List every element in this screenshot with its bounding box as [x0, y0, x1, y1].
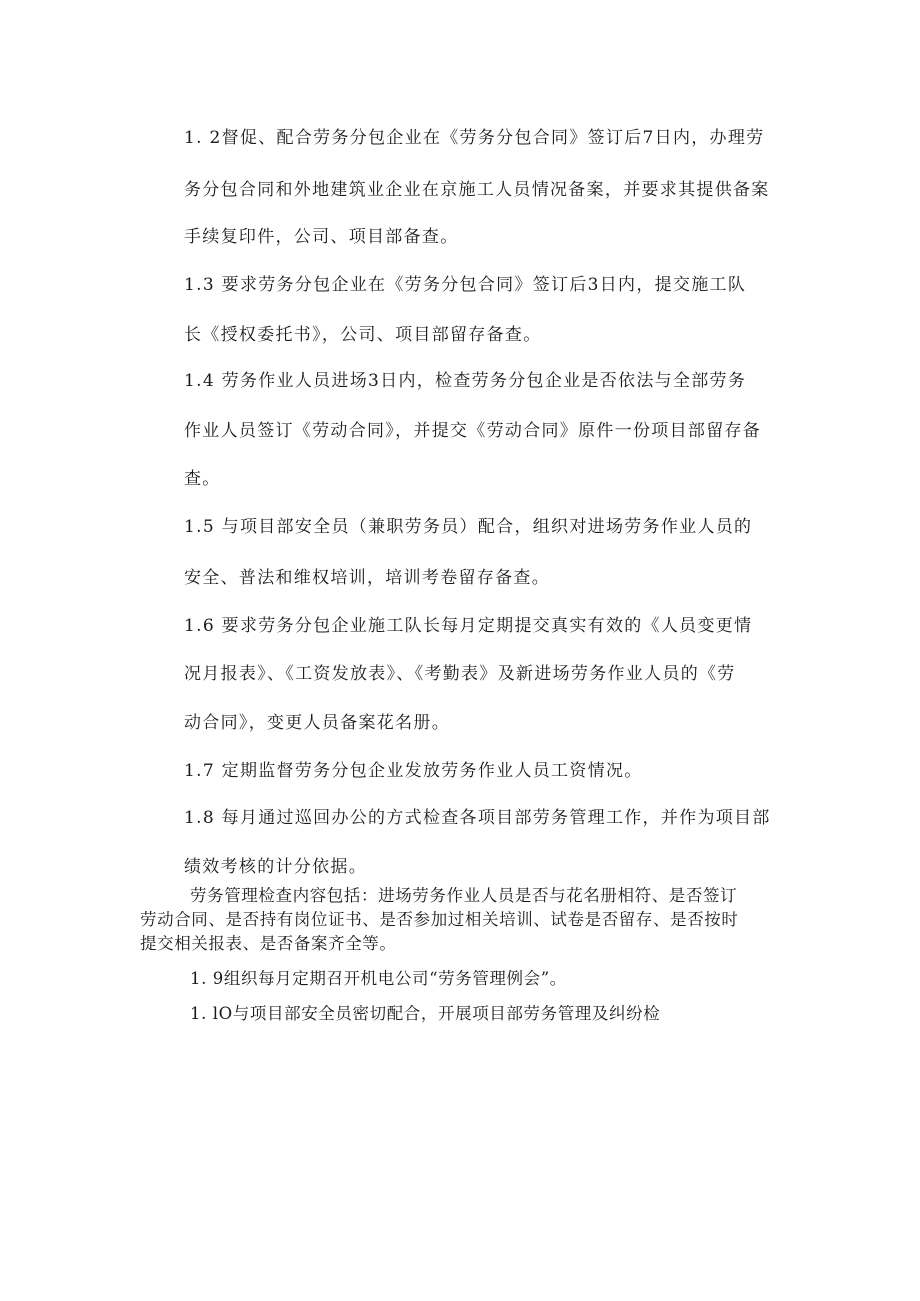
- paragraph-1-8-line-2: 绩效考核的计分依据。: [184, 857, 367, 877]
- paragraph-1-6-line-3: 动合同》，变更人员备案花名册。: [184, 713, 450, 733]
- paragraph-1-4-line-2: 作业人员签订《劳动合同》，并提交《劳动合同》原件一份项目部留存备: [184, 421, 762, 441]
- paragraph-1-3-line-2: 长《授权委托书》，公司、项目部留存备查。: [184, 325, 542, 345]
- check-content-line-3: 提交相关报表、是否备案齐全等。: [140, 934, 397, 953]
- paragraph-1-6-line-1: 1.6 要求劳务分包企业施工队长每月定期提交真实有效的《人员变更情: [184, 616, 753, 636]
- paragraph-1-4-line-3: 查。: [184, 469, 221, 489]
- paragraph-1-8-line-1: 1.8 每月通过巡回办公的方式检查各项目部劳务管理工作，并作为项目部: [184, 808, 771, 828]
- paragraph-1-2-line-2: 务分包合同和外地建筑业企业在京施工人员情况备案，并要求其提供备案: [184, 180, 770, 200]
- paragraph-1-5-line-1: 1.5 与项目部安全员（兼职劳务员）配合，组织对进场劳务作业人员的: [184, 517, 753, 537]
- paragraph-1-5-line-2: 安全、普法和维权培训，培训考卷留存备查。: [184, 568, 550, 588]
- paragraph-1-9-line-1: 1. 9组织每月定期召开机电公司“劳务管理例会”。: [190, 969, 567, 988]
- paragraph-1-2-line-1: 1. 2督促、配合劳务分包企业在《劳务分包合同》签订后7日内，办理劳: [184, 128, 765, 148]
- paragraph-1-7-line-1: 1.7 定期监督劳务分包企业发放劳务作业人员工资情况。: [184, 761, 643, 781]
- paragraph-1-10-line-1: 1. lO与项目部安全员密切配合，开展项目部劳务管理及纠纷检: [190, 1004, 661, 1023]
- check-content-line-1: 劳务管理检查内容包括：进场劳务作业人员是否与花名册相符、是否签订: [190, 886, 738, 905]
- check-content-line-2: 劳动合同、是否持有岗位证书、是否参加过相关培训、试卷是否留存、是否按时: [140, 910, 739, 929]
- paragraph-1-6-line-2: 况月报表》、《工资发放表》、《考勤表》及新进场劳务作业人员的《劳: [184, 664, 736, 684]
- paragraph-1-3-line-1: 1.3 要求劳务分包企业在《劳务分包合同》签订后3日内，提交施工队: [184, 275, 747, 295]
- paragraph-1-2-line-3: 手续复印件，公司、项目部备查。: [184, 227, 459, 247]
- paragraph-1-4-line-1: 1.4 劳务作业人员进场3日内，检查劳务分包企业是否依法与全部劳务: [184, 371, 747, 391]
